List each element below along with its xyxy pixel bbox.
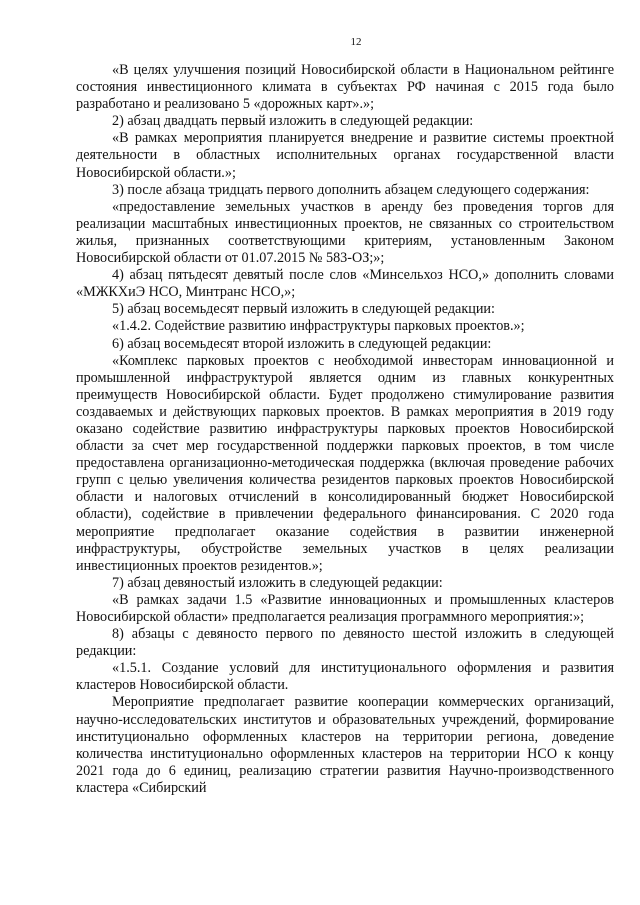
paragraph-10: «Комплекс парковых проектов с необходимой инвесторам инновационной и промышленной инфраструктурой является одним из главных конкурентных преимуществ Новосибирской области. Будет продолжено стимулирование развития создаваемых и действующих парковых проектов. В рамках мероприятия в 2019 году оказано содействие развитию инфраструктуры парковых проектов Новосибирской области за счет мер государственной поддержки парковых проектов, в том числе предоставлена организационно-методическая поддержка (включая проведение рабочих групп с целью увеличения количества резидентов парковых проектов Новосибирской области и налоговых отчислений в консолидированный бюджет Новосибирской области), содействие в привлечении федерального финансирования. С 2020 года мероприятие предполагает оказание содействия в развитии инженерной инфраструктуры, обустройстве земельных участков в целях реализации инвестиционных проектов резидентов.»; bbox=[76, 352, 614, 574]
paragraph-14: «1.5.1. Создание условий для институционального оформления и развития кластеров Новосибирской области. bbox=[76, 660, 614, 694]
paragraph-7: 5) абзац восемьдесят первый изложить в следующей редакции: bbox=[112, 301, 495, 318]
paragraph-8: «1.4.2. Содействие развитию инфраструктуры парковых проектов.»; bbox=[112, 318, 525, 335]
paragraph-3: «В рамках мероприятия планируется внедрение и развитие системы проектной деятельности в областных исполнительных органах государственной власти Новосибирской области.»; bbox=[76, 130, 614, 181]
paragraph-1: «В целях улучшения позиций Новосибирской области в Национальном рейтинге состояния инвестиционного климата в субъектах РФ начиная с 2015 года было разработано и реализовано 5 «дорожных карт».»; bbox=[76, 62, 614, 113]
paragraph-6: 4) абзац пятьдесят девятый после слов «Минсельхоз НСО,» дополнить словами «МЖКХиЭ НСО, Минтранс НСО,»; bbox=[76, 267, 614, 301]
paragraph-2: 2) абзац двадцать первый изложить в следующей редакции: bbox=[112, 113, 474, 130]
page-number: 12 bbox=[350, 36, 362, 48]
paragraph-15: Мероприятие предполагает развитие кооперации коммерческих организаций, научно-исследовательских институтов и образовательных учреждений, формирование институционально оформленных кластеров на территории региона, доведение количества институционально оформленных кластеров на территории НСО к концу 2021 года до 6 единиц, реализацию стратегии развития Научно-производственного кластера «Сибирский bbox=[76, 694, 614, 796]
paragraph-4: 3) после абзаца тридцать первого дополнить абзацем следующего содержания: bbox=[112, 181, 590, 198]
paragraph-11: 7) абзац девяностый изложить в следующей редакции: bbox=[112, 574, 443, 591]
paragraph-13: 8) абзацы с девяносто первого по девяносто шестой изложить в следующей редакции: bbox=[76, 626, 614, 660]
paragraph-12: «В рамках задачи 1.5 «Развитие инновационных и промышленных кластеров Новосибирской области» предполагается реализация программного мероприятия:»; bbox=[76, 591, 614, 625]
paragraph-9: 6) абзац восемьдесят второй изложить в следующей редакции: bbox=[112, 335, 492, 352]
paragraph-5: «предоставление земельных участков в аренду без проведения торгов для реализации масштабных инвестиционных проектов, не связанных со строительством жилья, признанных соответствующими критериям, установленным Законом Новосибирской области от 01.07.2015 № 583-ОЗ;»; bbox=[76, 198, 614, 267]
